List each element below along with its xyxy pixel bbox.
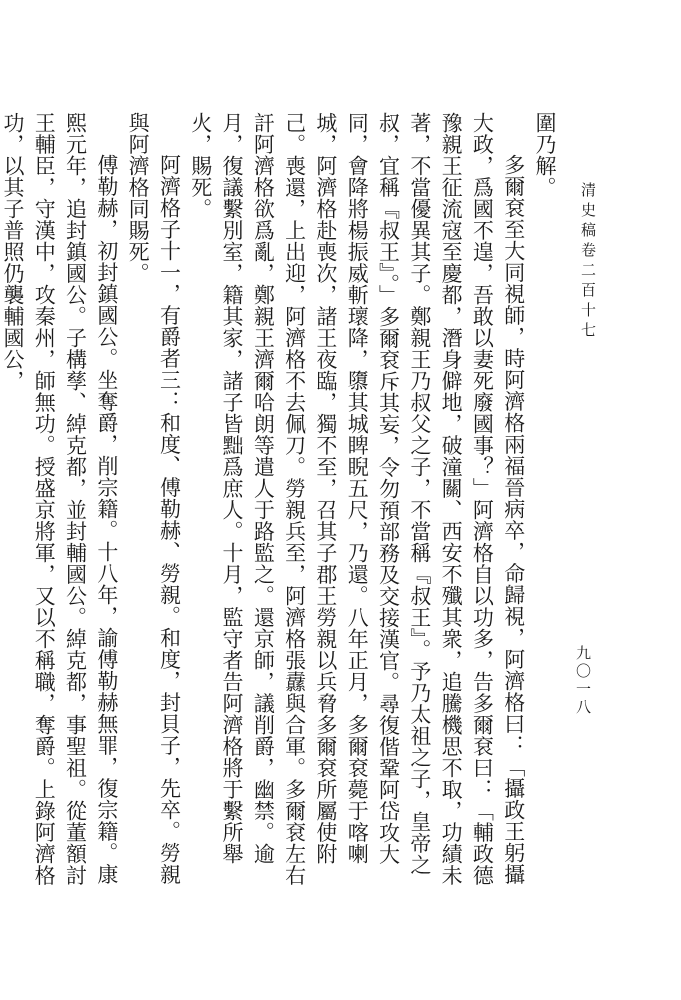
running-title: 清史稿卷二百十七	[579, 182, 597, 342]
paragraph: 阿濟格子十一，有爵者三：和度、傅勒赫、勞親。和度，封貝子，先卒。勞親與阿濟格同賜死。	[126, 112, 182, 885]
paragraph: 圍乃解。	[533, 112, 557, 198]
paragraph: 多爾袞至大同視師，時阿濟格兩福晉病卒，命歸視，阿濟格曰：「攝政王躬攝大政，爲國不遑，吾敢以妻死廢國事？」阿濟格自以功多，告多爾袞曰：「輔政德豫親王征流寇至慶都，潛身僻地，破潼關、西安不殲其衆，追騰機思不取，功績未著，不當優異其子。鄭親王乃叔父之子，不當稱『叔王』。予乃太祖之子，皇帝之叔，宜稱『叔王』。」多爾袞斥其妄，令勿預部務及交接漢官。尋復偕鞏阿岱攻大同，會降將楊振威斬瓌降，隳其城睥睨五尺，乃還。八年正月，多爾袞薨于喀喇城，阿濟格赴喪次，諸王夜臨，獨不至，召其子郡王勞親以兵脅多爾袞所屬使附己。喪還，上出迎，阿濟格不去佩刀。勞親兵至，阿濟格張纛與合軍。多爾袞左右訐阿濟格欲爲亂，鄭親王濟爾哈朗等遣人于路監之。還京師，議削爵，幽禁。逾月，復議繫別室，籍其家，諸子皆黜爲庶人。十月，監守者告阿濟格將于繫所舉火，賜死。	[188, 112, 526, 886]
body-text	[0, 112, 560, 902]
paragraph: 傅勒赫，初封鎮國公。坐奪爵，削宗籍。十八年，諭傅勒赫無罪，復宗籍。康熙元年，追封鎮國公。子構孳、綽克都，並封輔國公。綽克都，事聖祖。從董額討王輔臣，守漢中，攻秦州，師無功。授盛京將軍，又以不稱職，奪爵。上錄阿濟格功，以其子普照仍襲輔國公，	[0, 112, 119, 886]
page-number: 九〇一八	[574, 645, 592, 717]
